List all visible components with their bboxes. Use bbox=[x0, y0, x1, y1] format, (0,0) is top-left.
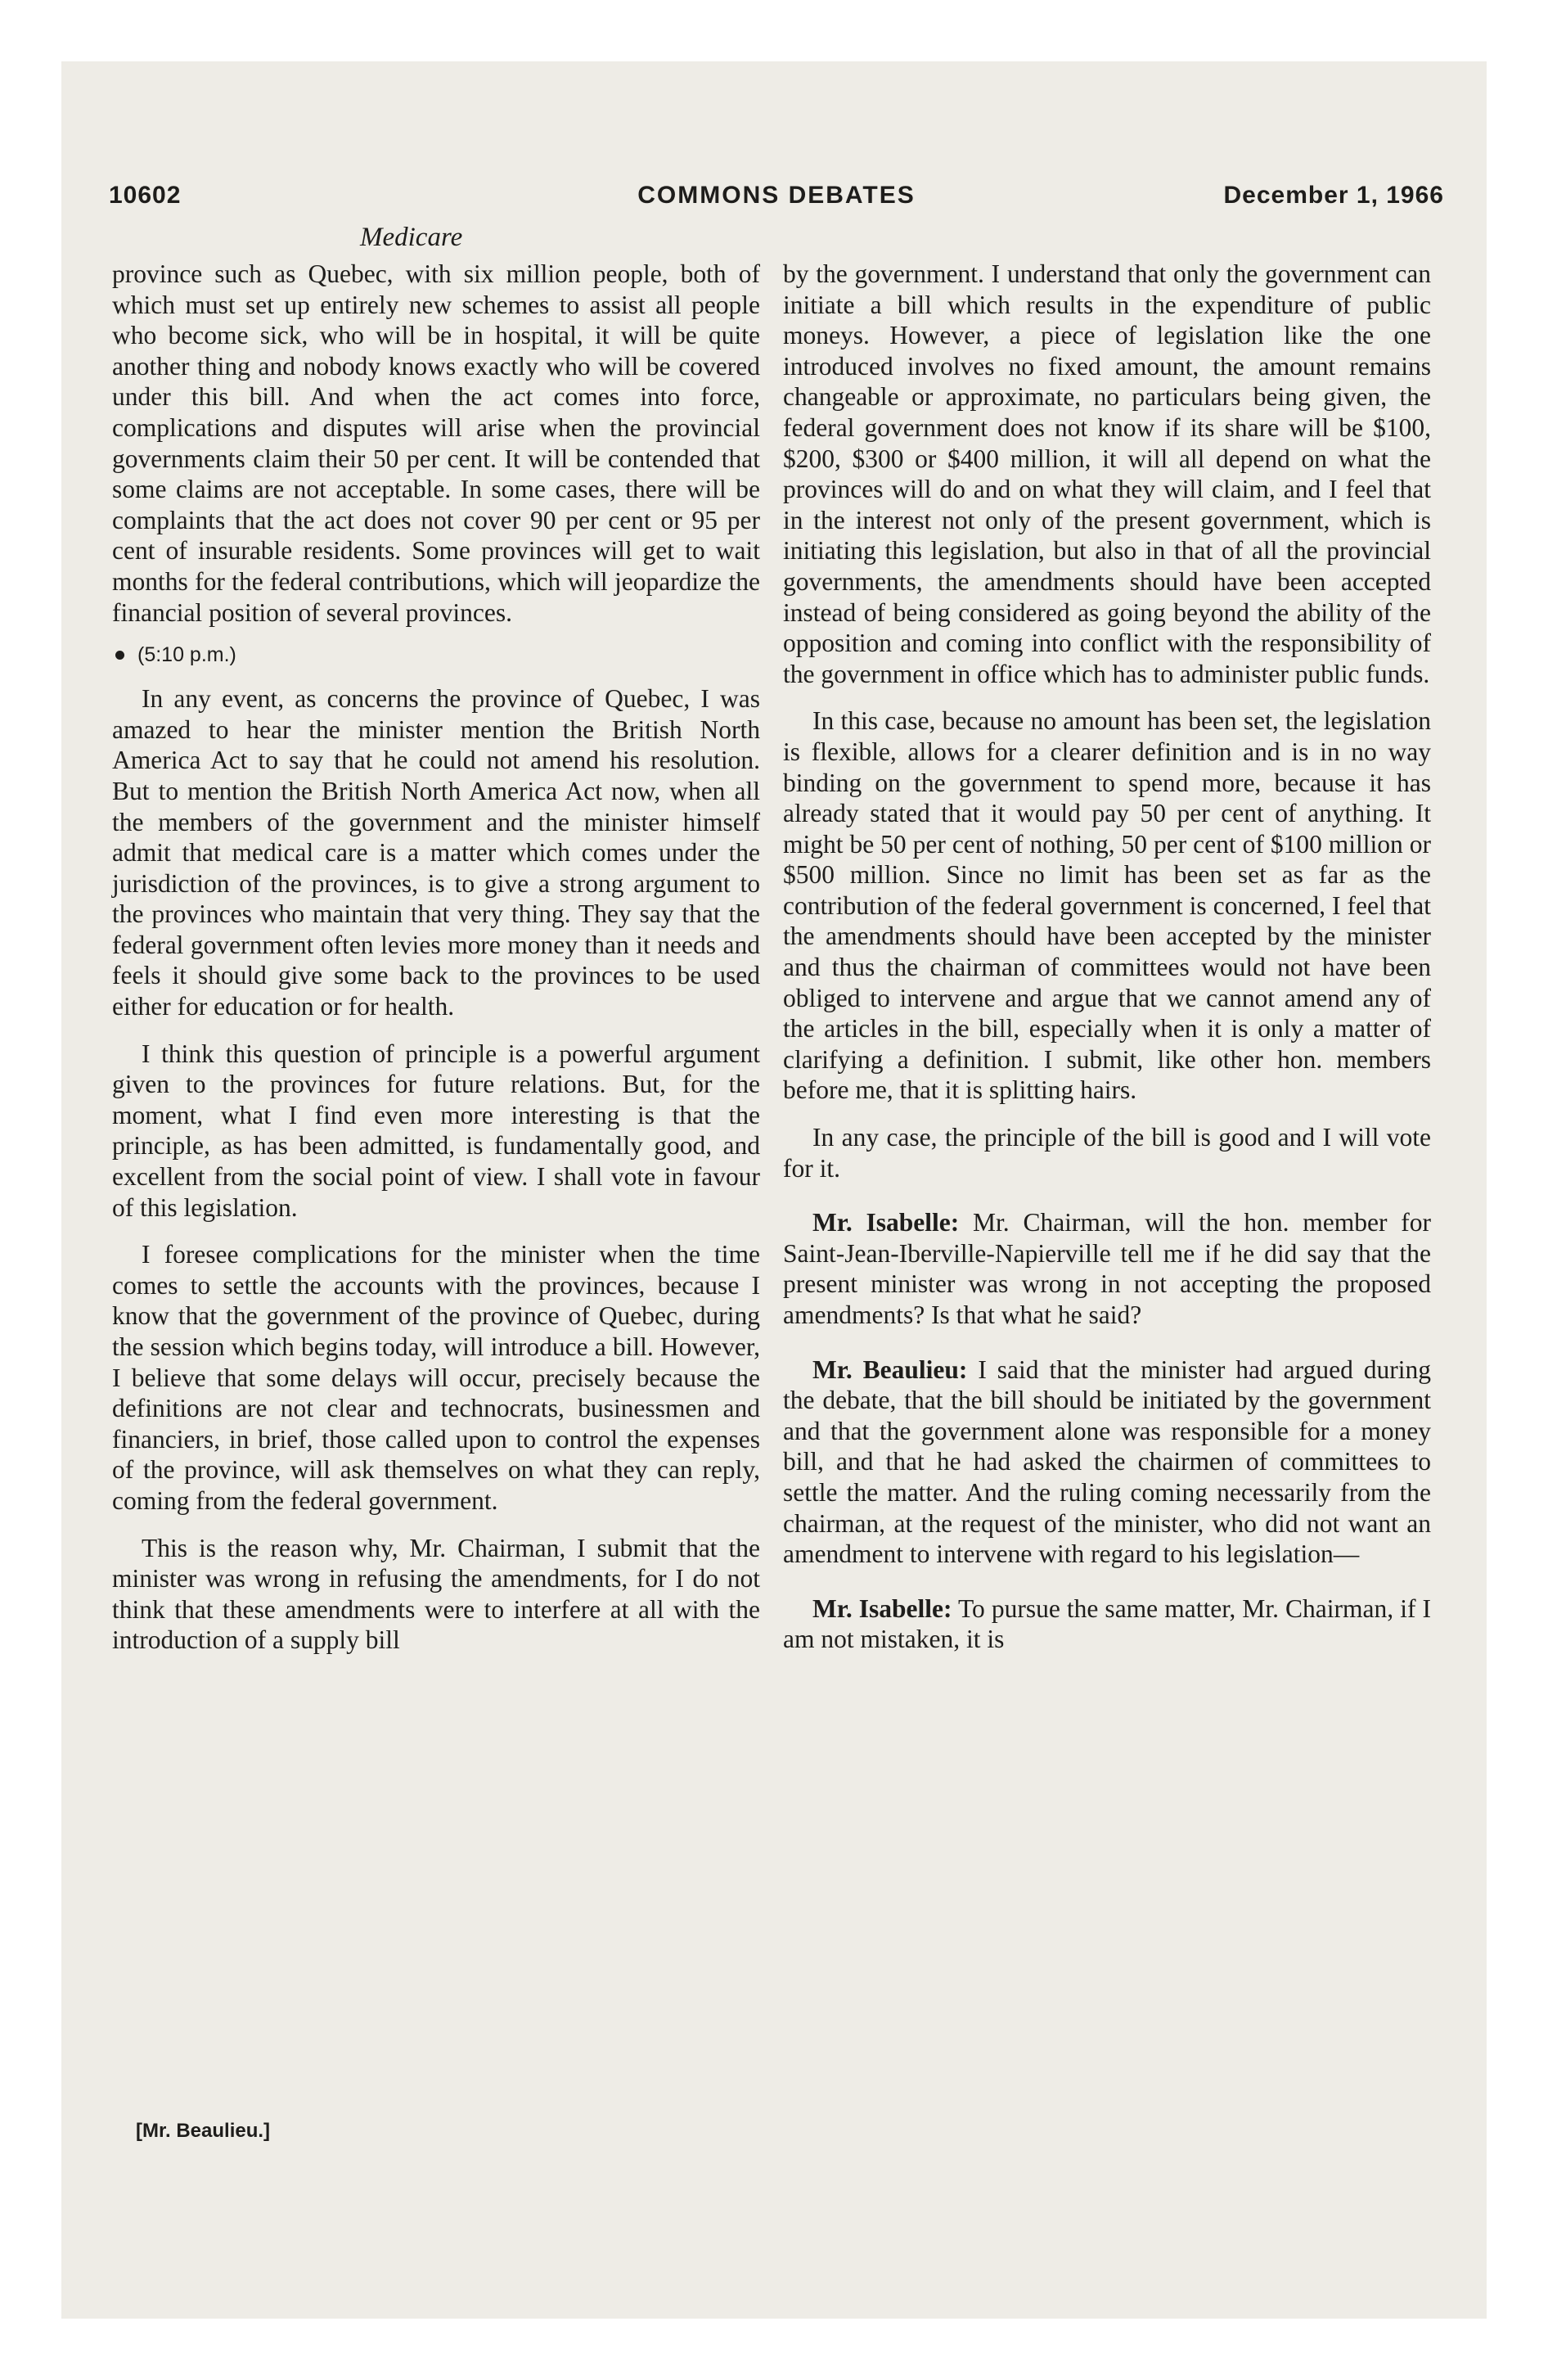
paragraph: province such as Quebec, with six million people, both of which must set up entirely new schemes to assist all people who become sick, who will be in hospital, it will be quite another thing and nobody knows exactly who will be covered under this bill. And when the act comes into force, complications and disputes will arise when the provincial governments claim their 50 per cent. It will be contended that some claims are not acceptable. In some cases, there will be complaints that the act does not cover 90 per cent or 95 per cent of insurable residents. Some provinces will get to wait months for the federal contributions, which will jeopardize the financial position of several provinces. bbox=[112, 259, 760, 627]
speech-text: I said that the minister had argued during the debate, that the bill should be initiated by the government and that the government alone was responsible for a money bill, and that he had asked the chairmen of committees to settle the matter. And the ruling coming necessarily from the chairman, at the request of the minister, who did not want an amendment to intervene with regard to his legislation— bbox=[783, 1355, 1432, 1569]
page-number: 10602 bbox=[109, 182, 182, 209]
timestamp bbox=[112, 642, 760, 667]
speech-text: Mr. Chairman, will the hon. member for Saint-Jean-Iberville-Napierville tell me if he did say that the present minister was wrong in not accepting the proposed amendments? Is that what he said? bbox=[783, 1208, 1432, 1329]
bullet-icon bbox=[115, 651, 124, 660]
speech-paragraph bbox=[783, 1207, 1431, 1330]
speaker-name: Mr. Isabelle: bbox=[812, 1593, 952, 1623]
speech-paragraph bbox=[783, 1355, 1431, 1570]
paragraph: In this case, because no amount has been set, the legislation is flexible, allows for a clearer definition and is in no way binding on the government to spend more, because it has already stated that it would pay 50 per cent of anything. It might be 50 per cent of nothing, 50 per cent of $100 million or $500 million. Since no limit has been set as far as the contribution of the federal government is concerned, I feel that the amendments should have been accepted by the minister and thus the chairman of committees would not have been obliged to intervene and argue that we cannot amend any of the articles in the bill, especially when it is only a matter of clarifying a definition. I submit, like other hon. members before me, that it is splitting hairs. bbox=[783, 706, 1431, 1105]
left-column bbox=[112, 259, 760, 1656]
speech-paragraph bbox=[783, 1593, 1431, 1655]
right-column bbox=[783, 259, 1431, 1655]
speaker-name: Mr. Beaulieu: bbox=[812, 1355, 968, 1384]
publication-title: COMMONS DEBATES bbox=[637, 182, 916, 209]
page-header bbox=[109, 182, 1444, 219]
section-title: Medicare bbox=[360, 223, 463, 252]
paragraph: In any case, the principle of the bill is good and I will vote for it. bbox=[783, 1123, 1431, 1183]
speaker-name: Mr. Isabelle: bbox=[812, 1208, 960, 1237]
paragraph: In any event, as concerns the province of Quebec, I was amazed to hear the minister mention the British North America Act to say that he could not amend his resolution. But to mention the British North America Act now, when all the members of the government and the minister himself admit that medical care is a matter which comes under the jurisdiction of the provinces, is to give a strong argument to the provinces who maintain that very thing. They say that the federal government often levies more money than it needs and feels it should give some back to the provinces to be used either for education or for health. bbox=[112, 684, 760, 1021]
paragraph: I think this question of principle is a powerful argument given to the provinces for future relations. But, for the moment, what I find even more interesting is that the principle, as has been admitted, is fundamentally good, and excellent from the social point of view. I shall vote in favour of this legislation. bbox=[112, 1039, 760, 1222]
paragraph: I foresee complications for the minister when the time comes to settle the accounts with the provinces, because I know that the government of the province of Quebec, during the session which begins today, will introduce a bill. However, I believe that some delays will occur, precisely because the definitions are not clear and technocrats, businessmen and financiers, in brief, those called upon to control the expenses of the province, will ask themselves on what they can reply, coming from the federal government. bbox=[112, 1240, 760, 1515]
timestamp-text: (5:10 p.m.) bbox=[137, 643, 236, 667]
page-date: December 1, 1966 bbox=[1223, 182, 1444, 209]
speaker-footer-tag: [Mr. Beaulieu.] bbox=[136, 2120, 271, 2142]
paragraph: This is the reason why, Mr. Chairman, I submit that the minister was wrong in refusing the amendments, for I do not think that these amendments were to interfere at all with the introduction of a supply bill bbox=[112, 1533, 760, 1655]
speech-text: To pursue the same matter, Mr. Chairman, if I am not mistaken, it is bbox=[783, 1593, 1431, 1654]
paragraph: by the government. I understand that only the government can initiate a bill which results in the expenditure of public moneys. However, a piece of legislation like the one introduced involves no fixed amount, the amount remains changeable or approximate, no particulars being given, the federal government does not know if its share will be $100, $200, $300 or $400 million, it will all depend on what the provinces will do and on what they will claim, and I feel that in the interest not only of the present government, which is initiating this legislation, but also in that of all the provincial governments, the amendments should have been accepted instead of being considered as going beyond the ability of the opposition and coming into conflict with the responsibility of the government in office which has to administer public funds. bbox=[783, 259, 1431, 688]
